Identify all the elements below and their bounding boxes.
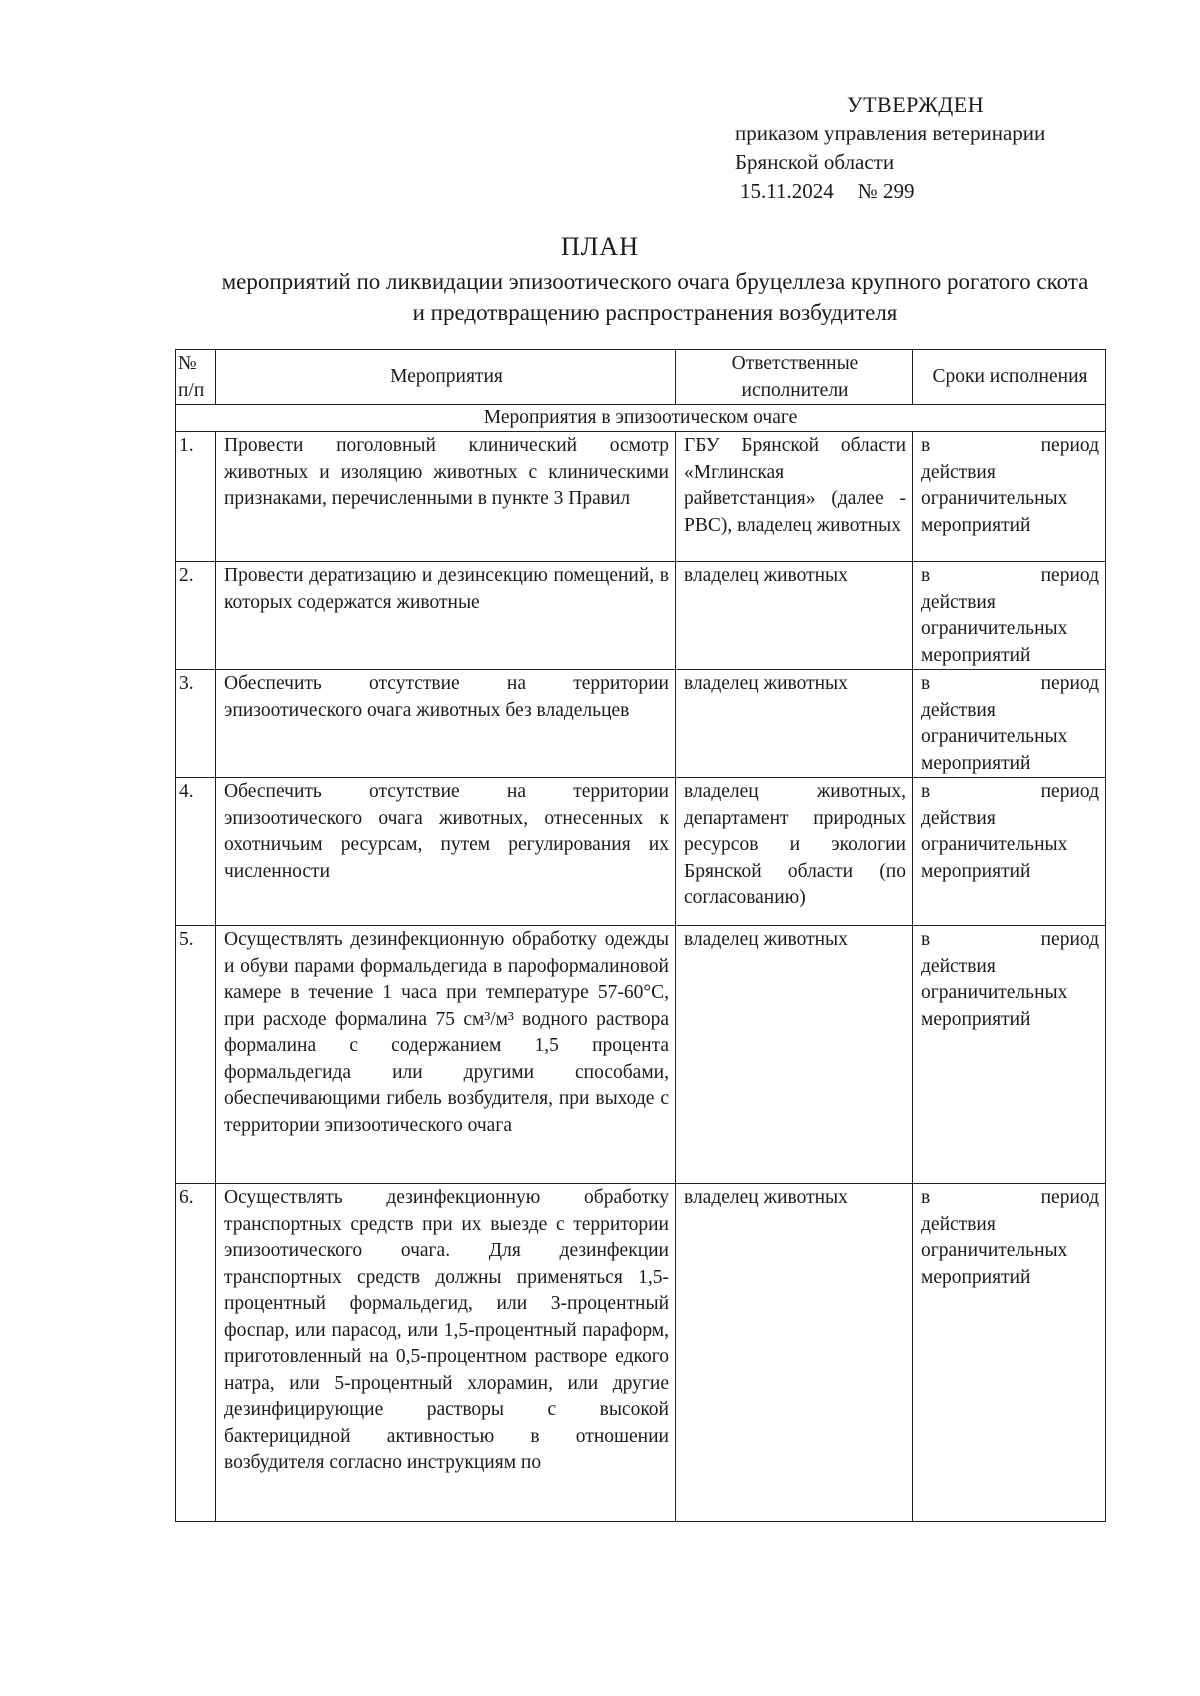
row-number: 3. <box>176 670 216 778</box>
term-first-line <box>921 927 1099 954</box>
approved-title: УТВЕРЖДЕН <box>847 92 985 117</box>
term-rest: действия ограничительных мероприятий <box>921 955 1068 1030</box>
term-rest: действия ограничительных мероприятий <box>921 807 1068 882</box>
term-first-line <box>921 433 1099 460</box>
term-start: в <box>921 673 931 694</box>
approval-date-line <box>735 177 1045 206</box>
term-first-line <box>921 671 1099 698</box>
row-measure: Провести поголовный клинический осмотр животных и изоляцию животных с клиническими признаками, перечисленными в пункте 3 Правил <box>216 432 676 562</box>
table-row <box>176 670 1106 778</box>
row-term <box>913 670 1106 778</box>
term-rest: действия ограничительных мероприятий <box>921 699 1068 774</box>
row-term <box>913 432 1106 562</box>
term-start: в <box>921 565 931 586</box>
row-number: 6. <box>176 1184 216 1522</box>
approval-number: № 299 <box>857 179 915 203</box>
term-start: в <box>921 929 931 950</box>
term-start: в <box>921 435 931 456</box>
header-measure: Мероприятия <box>216 350 676 405</box>
row-term <box>913 778 1106 926</box>
row-responsible: владелец животных, департамент природных ресурсов и экологии Брянской области (по согласованию) <box>676 778 913 926</box>
term-period: период <box>1040 781 1099 802</box>
row-measure: Осуществлять дезинфекционную обработку одежды и обуви парами формальдегида в пароформалиновой камере в течение 1 часа при температуре 57-60°С, при расходе формалина 75 см³/м³ водного раствора формалина с содержанием 1,5 процента формальдегида или другими способами, обеспечивающими гибель возбудителя, при выходе с территории эпизоотического очага <box>216 926 676 1184</box>
row-measure: Обеспечить отсутствие на территории эпизоотического очага животных без владельцев <box>216 670 676 778</box>
table-row <box>176 926 1106 1184</box>
term-rest: действия ограничительных мероприятий <box>921 1213 1068 1288</box>
row-measure: Осуществлять дезинфекционную обработку транспортных средств при их выезде с территории эпизоотического очага. Для дезинфекции транспортных средств должны применяться 1,5-процентный формальдегид, или 3-процентный фоспар, или парасод, или 1,5-процентный параформ, приготовленный на 0,5-процентном растворе едкого натра, или 5-процентный хлорамин, или другие дезинфицирующие растворы с высокой бактерицидной активностью в отношении возбудителя согласно инструкциям по <box>216 1184 676 1522</box>
approval-order-line: приказом управления ветеринарии <box>735 121 1046 145</box>
term-period: период <box>1040 1187 1099 1208</box>
row-term <box>913 562 1106 670</box>
row-number: 5. <box>176 926 216 1184</box>
row-responsible: владелец животных <box>676 1184 913 1522</box>
term-period: период <box>1040 673 1099 694</box>
row-responsible: владелец животных <box>676 670 913 778</box>
page-title: ПЛАН <box>561 232 639 261</box>
approval-block <box>735 90 1045 206</box>
term-rest: действия ограничительных мероприятий <box>921 591 1068 666</box>
row-term <box>913 1184 1106 1522</box>
row-responsible: владелец животных <box>676 926 913 1184</box>
table-row <box>176 778 1106 926</box>
term-period: период <box>1040 929 1099 950</box>
term-rest: действия ограничительных мероприятий <box>921 461 1068 536</box>
table-row <box>176 1184 1106 1522</box>
table-row <box>176 562 1106 670</box>
term-period: период <box>1040 435 1099 456</box>
approval-date: 15.11.2024 <box>740 179 834 203</box>
term-start: в <box>921 1187 931 1208</box>
row-responsible: владелец животных <box>676 562 913 670</box>
section-row <box>176 405 1106 432</box>
term-first-line <box>921 779 1099 806</box>
term-first-line <box>921 563 1099 590</box>
header-responsible: Ответственные исполнители <box>676 350 913 405</box>
row-term <box>913 926 1106 1184</box>
page-subtitle: мероприятий по ликвидации эпизоотического очага бруцеллеза крупного рогатого скота и предотвращению распространения возбудителя <box>221 269 1089 325</box>
term-period: период <box>1040 565 1099 586</box>
row-measure: Провести дератизацию и дезинсекцию помещений, в которых содержатся животные <box>216 562 676 670</box>
row-number: 4. <box>176 778 216 926</box>
row-number: 2. <box>176 562 216 670</box>
row-responsible: ГБУ Брянской области «Мглинская райветстанция» (далее - РВС), владелец животных <box>676 432 913 562</box>
section-title: Мероприятия в эпизоотическом очаге <box>176 405 1106 432</box>
header-term: Сроки исполнения <box>913 350 1106 405</box>
row-measure: Обеспечить отсутствие на территории эпизоотического очага животных, отнесенных к охотничьим ресурсам, путем регулирования их численности <box>216 778 676 926</box>
header-num: № п/п <box>176 350 216 405</box>
table-row <box>176 432 1106 562</box>
row-number: 1. <box>176 432 216 562</box>
approval-region-line: Брянской области <box>735 150 895 174</box>
term-start: в <box>921 781 931 802</box>
term-first-line <box>921 1185 1099 1212</box>
plan-table <box>175 349 1106 1522</box>
table-header-row <box>176 350 1106 405</box>
